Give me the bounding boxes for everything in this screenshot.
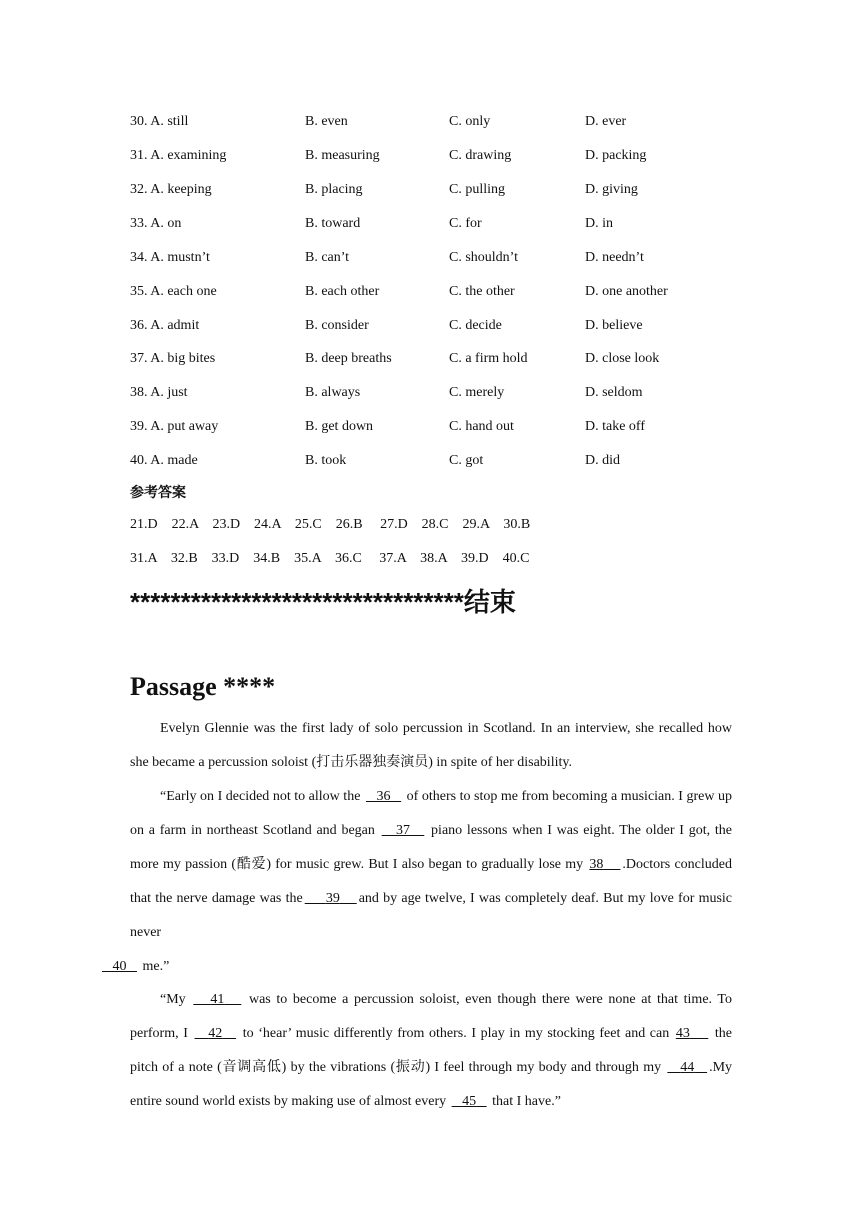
blank-number: 40 <box>112 959 127 974</box>
option-a: 38. A. just <box>130 385 188 400</box>
option-row-40 <box>130 450 750 472</box>
option-b: B. placing <box>305 182 363 197</box>
option-row-36 <box>130 315 750 337</box>
option-a: 33. A. on <box>130 216 182 231</box>
option-row-37 <box>130 348 750 370</box>
option-c: C. decide <box>449 318 502 333</box>
option-b: B. took <box>305 453 347 468</box>
text: the pitch of a note (音调高低) by the vibrations (振动) I feel through my body and through my <box>130 1026 732 1075</box>
answer-key-row-2: 31.A 32.B 33.D 34.B 35.A 36.C 37.A 38.A 39.D 40.C <box>130 551 530 566</box>
option-c: C. merely <box>449 385 505 400</box>
blank-number: 38 <box>589 857 604 872</box>
paragraph-3 <box>130 983 732 1119</box>
blank-43 <box>674 1026 710 1041</box>
option-c: C. hand out <box>449 419 514 434</box>
blank-number: 45 <box>462 1094 477 1109</box>
option-d: D. in <box>585 216 613 231</box>
option-c: C. shouldn’t <box>449 250 518 265</box>
option-row-33 <box>130 213 750 235</box>
option-c: C. got <box>449 453 484 468</box>
blank-number: 41 <box>210 992 225 1007</box>
text: that I have.” <box>488 1094 561 1109</box>
blank-39 <box>303 891 359 906</box>
paragraph-2 <box>112 780 733 984</box>
text: “Early on I decided not to allow the <box>160 789 364 804</box>
blank-42 <box>192 1026 238 1041</box>
option-a: 31. A. examining <box>130 148 227 163</box>
option-b: B. measuring <box>305 148 380 163</box>
text: and by age twelve, I was completely deaf. But my love for music never <box>130 891 733 940</box>
option-a: 30. A. still <box>130 114 189 129</box>
option-row-35 <box>130 281 750 303</box>
option-a: 37. A. big bites <box>130 351 216 366</box>
text: was to become a percussion soloist, even though there were none at that time. To perform, I <box>130 992 733 1041</box>
option-c: C. only <box>449 114 491 129</box>
blank-41 <box>191 992 243 1007</box>
option-c: C. a firm hold <box>449 351 528 366</box>
option-row-39 <box>130 416 750 438</box>
text: to ‘hear’ music differently from others. I play in my stocking feet and can <box>238 1026 674 1041</box>
option-row-31 <box>130 145 750 167</box>
option-b: B. get down <box>305 419 374 434</box>
end-marker: *********************************结束 <box>130 587 516 617</box>
option-d: D. believe <box>585 318 643 333</box>
option-row-38 <box>130 382 750 404</box>
option-d: D. one another <box>585 284 668 299</box>
option-b: B. deep breaths <box>305 351 392 366</box>
blank-38 <box>587 857 622 872</box>
text: .My entire sound world exists by making use of almost every <box>130 1060 733 1109</box>
option-b: B. toward <box>305 216 361 231</box>
blank-44 <box>665 1060 709 1075</box>
option-d: D. take off <box>585 419 645 434</box>
option-a: 35. A. each one <box>130 284 217 299</box>
blank-37 <box>380 823 427 838</box>
option-d: D. needn’t <box>585 250 644 265</box>
text: “My <box>160 992 192 1007</box>
option-a: 36. A. admit <box>130 318 200 333</box>
option-d: D. giving <box>585 182 638 197</box>
option-d: D. seldom <box>585 385 643 400</box>
option-row-30 <box>130 111 750 133</box>
blank-number: 39 <box>325 891 340 906</box>
option-row-34 <box>130 247 750 269</box>
option-a: 40. A. made <box>130 453 198 468</box>
answer-key-title: 参考答案 <box>130 485 186 501</box>
option-b: B. even <box>305 114 348 129</box>
option-c: C. pulling <box>449 182 506 197</box>
option-d: D. packing <box>585 148 647 163</box>
blank-number: 43 <box>675 1026 690 1041</box>
text: me.” <box>139 959 170 974</box>
option-b: B. can’t <box>305 250 350 265</box>
blank-45 <box>450 1094 489 1109</box>
option-c: C. for <box>449 216 482 231</box>
option-b: B. always <box>305 385 361 400</box>
answer-key-row-1: 21.D 22.A 23.D 24.A 25.C 26.B 27.D 28.C 29.A 30.B <box>130 517 531 532</box>
option-b: B. consider <box>305 318 369 333</box>
option-b: B. each other <box>305 284 380 299</box>
passage-title: Passage **** <box>130 672 276 701</box>
blank-number: 42 <box>208 1026 223 1041</box>
option-a: 34. A. mustn’t <box>130 250 210 265</box>
paragraph-1: Evelyn Glennie was the first lady of solo percussion in Scotland. In an interview, she recalled how she became a percussion soloist (打击乐器独奏演员) in spite of her disability. <box>130 721 732 770</box>
option-d: D. did <box>585 453 620 468</box>
text: piano lessons when I was eight. The older I got, the more my passion (酷爱) for music grew. But I also began to gradually lose my <box>130 823 732 872</box>
option-c: C. the other <box>449 284 515 299</box>
text: of others to stop me from becoming a musician. I grew up on a farm in northeast Scotland and began <box>130 789 732 838</box>
blank-36 <box>364 789 403 804</box>
blank-40 <box>100 959 139 974</box>
option-a: 39. A. put away <box>130 419 219 434</box>
option-a: 32. A. keeping <box>130 182 212 197</box>
blank-number: 37 <box>395 823 410 838</box>
option-c: C. drawing <box>449 148 512 163</box>
option-d: D. ever <box>585 114 627 129</box>
text: .Doctors concluded that the nerve damage was the <box>130 857 732 906</box>
blank-number: 36 <box>376 789 391 804</box>
option-d: D. close look <box>585 351 660 366</box>
option-row-32 <box>130 179 750 201</box>
blank-number: 44 <box>680 1060 695 1075</box>
